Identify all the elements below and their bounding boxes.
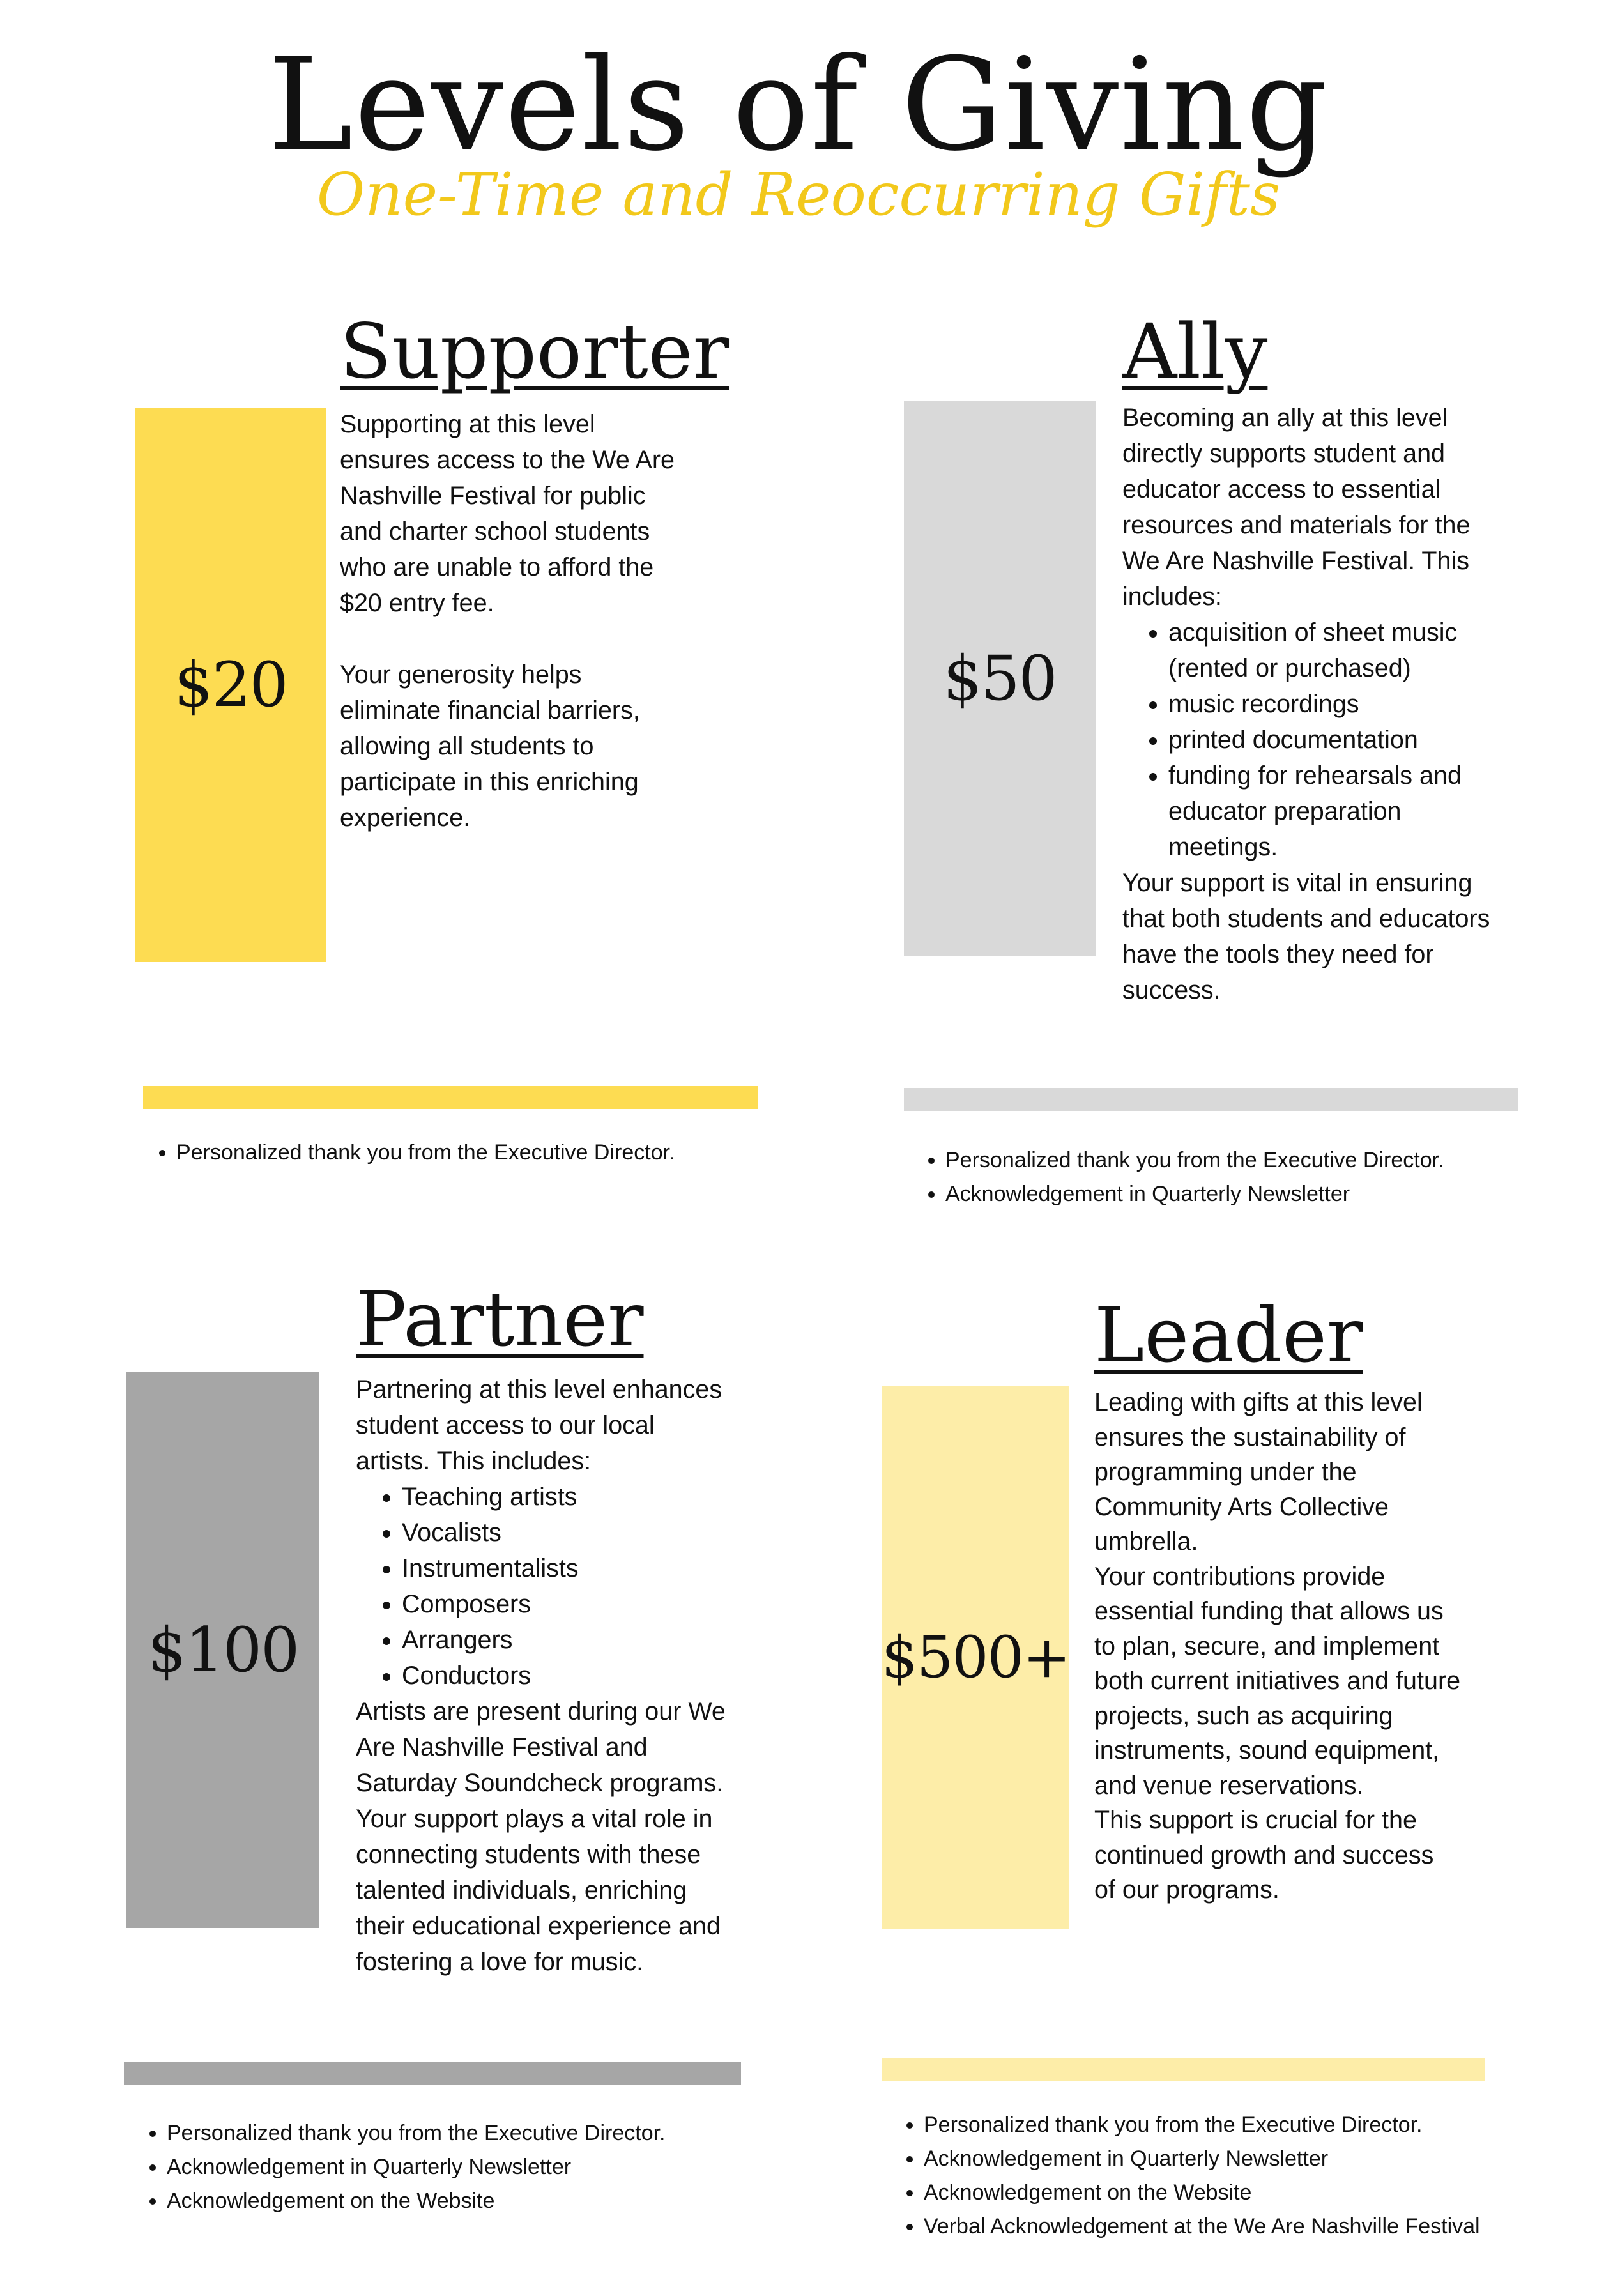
perks-bar-leader [882,2058,1485,2081]
price-box-leader [882,1386,1069,1929]
price-box-partner [126,1372,319,1928]
level-heading-ally: Ally [1122,307,1268,395]
included-item: • funding for rehearsals and educator preparation meetings. [1168,758,1493,865]
perk-item: • Acknowledgement on the Website [924,2176,1480,2210]
perk-item: • Acknowledgement in Quarterly Newsletter [924,2142,1480,2176]
price-amount: $100 [147,1614,299,1686]
description-paragraph: Leading with gifts at this level ensures the sustainability of programming under the Community Arts Collective umbrella. [1094,1388,1423,1556]
perk-item: • Acknowledgement on the Website [167,2184,666,2218]
level-heading-partner: Partner [356,1275,644,1363]
price-box-ally [904,401,1096,956]
included-item: • Teaching artists [402,1479,726,1515]
perk-item: • Personalized thank you from the Executive Director. [945,1144,1444,1177]
level-heading-leader: Leader [1094,1291,1363,1379]
level-description-leader [1094,1385,1462,1908]
level-description-ally [1122,400,1493,1008]
description-intro: Becoming an ally at this level directly supports student and educator access to essential resources and materials for the We Are Nashville Festival. This includes: [1122,404,1471,611]
perks-list-leader [889,2108,1480,2244]
included-item: • acquisition of sheet music (rented or purchased) [1168,615,1493,686]
description-paragraph: Your contributions provide essential funding that allows us to plan, secure, and implement both current initiatives and future projects, such as acquiring instruments, sound equipment, and venue reservations. [1094,1562,1461,1800]
perks-bar-partner [124,2062,741,2085]
description-paragraph: Supporting at this level ensures access to the We Are Nashville Festival for public and charter school students who are unable to afford the $20 entry fee. [340,410,675,617]
included-items-list [356,1479,726,1694]
price-amount: $50 [943,643,1057,714]
perks-bar-ally [904,1088,1518,1111]
perk-item: • Acknowledgement in Quarterly Newsletter [945,1177,1444,1211]
perk-item: • Personalized thank you from the Executive Director. [167,2116,666,2150]
perks-list-partner [132,2116,666,2218]
page-title: Levels of Giving [268,31,1329,180]
description-paragraph: Your generosity helps eliminate financial barriers, allowing all students to participate in this enriching experience. [340,661,640,832]
included-item: • Instrumentalists [402,1550,726,1586]
included-item: • Conductors [402,1658,726,1694]
description-outro: Your support is vital in ensuring that both students and educators have the tools they need for success. [1122,869,1490,1004]
price-amount: $500+ [881,1623,1070,1691]
level-heading-supporter: Supporter [340,307,730,395]
description-paragraph: This support is crucial for the continued growth and success of our programs. [1094,1806,1434,1904]
included-item: • Arrangers [402,1622,726,1658]
perks-bar-supporter [143,1086,758,1109]
description-intro: Partnering at this level enhances student access to our local artists. This includes: [356,1375,722,1475]
level-description-partner [356,1372,726,1980]
perk-item: • Acknowledgement in Quarterly Newsletter [167,2150,666,2184]
perk-item: • Verbal Acknowledgement at the We Are Nashville Festival [924,2210,1480,2244]
included-item: • Composers [402,1586,726,1622]
perk-item: • Personalized thank you from the Executive Director. [176,1136,675,1170]
perks-list-ally [911,1144,1444,1211]
perks-list-supporter [142,1136,675,1170]
included-items-list [1122,615,1493,865]
level-description-supporter [340,406,685,836]
perk-item: • Personalized thank you from the Executive Director. [924,2108,1480,2142]
price-amount: $20 [174,649,287,721]
description-outro: Artists are present during our We Are Nashville Festival and Saturday Soundcheck programs. Your support plays a vital role in connecting students with these talented individuals, enriching their educational experience and fostering a love for music. [356,1697,726,1976]
price-box-supporter [135,408,326,962]
page-subtitle: One-Time and Reoccurring Gifts [316,160,1281,229]
included-item: • music recordings [1168,686,1493,722]
included-item: • printed documentation [1168,722,1493,758]
included-item: • Vocalists [402,1515,726,1550]
